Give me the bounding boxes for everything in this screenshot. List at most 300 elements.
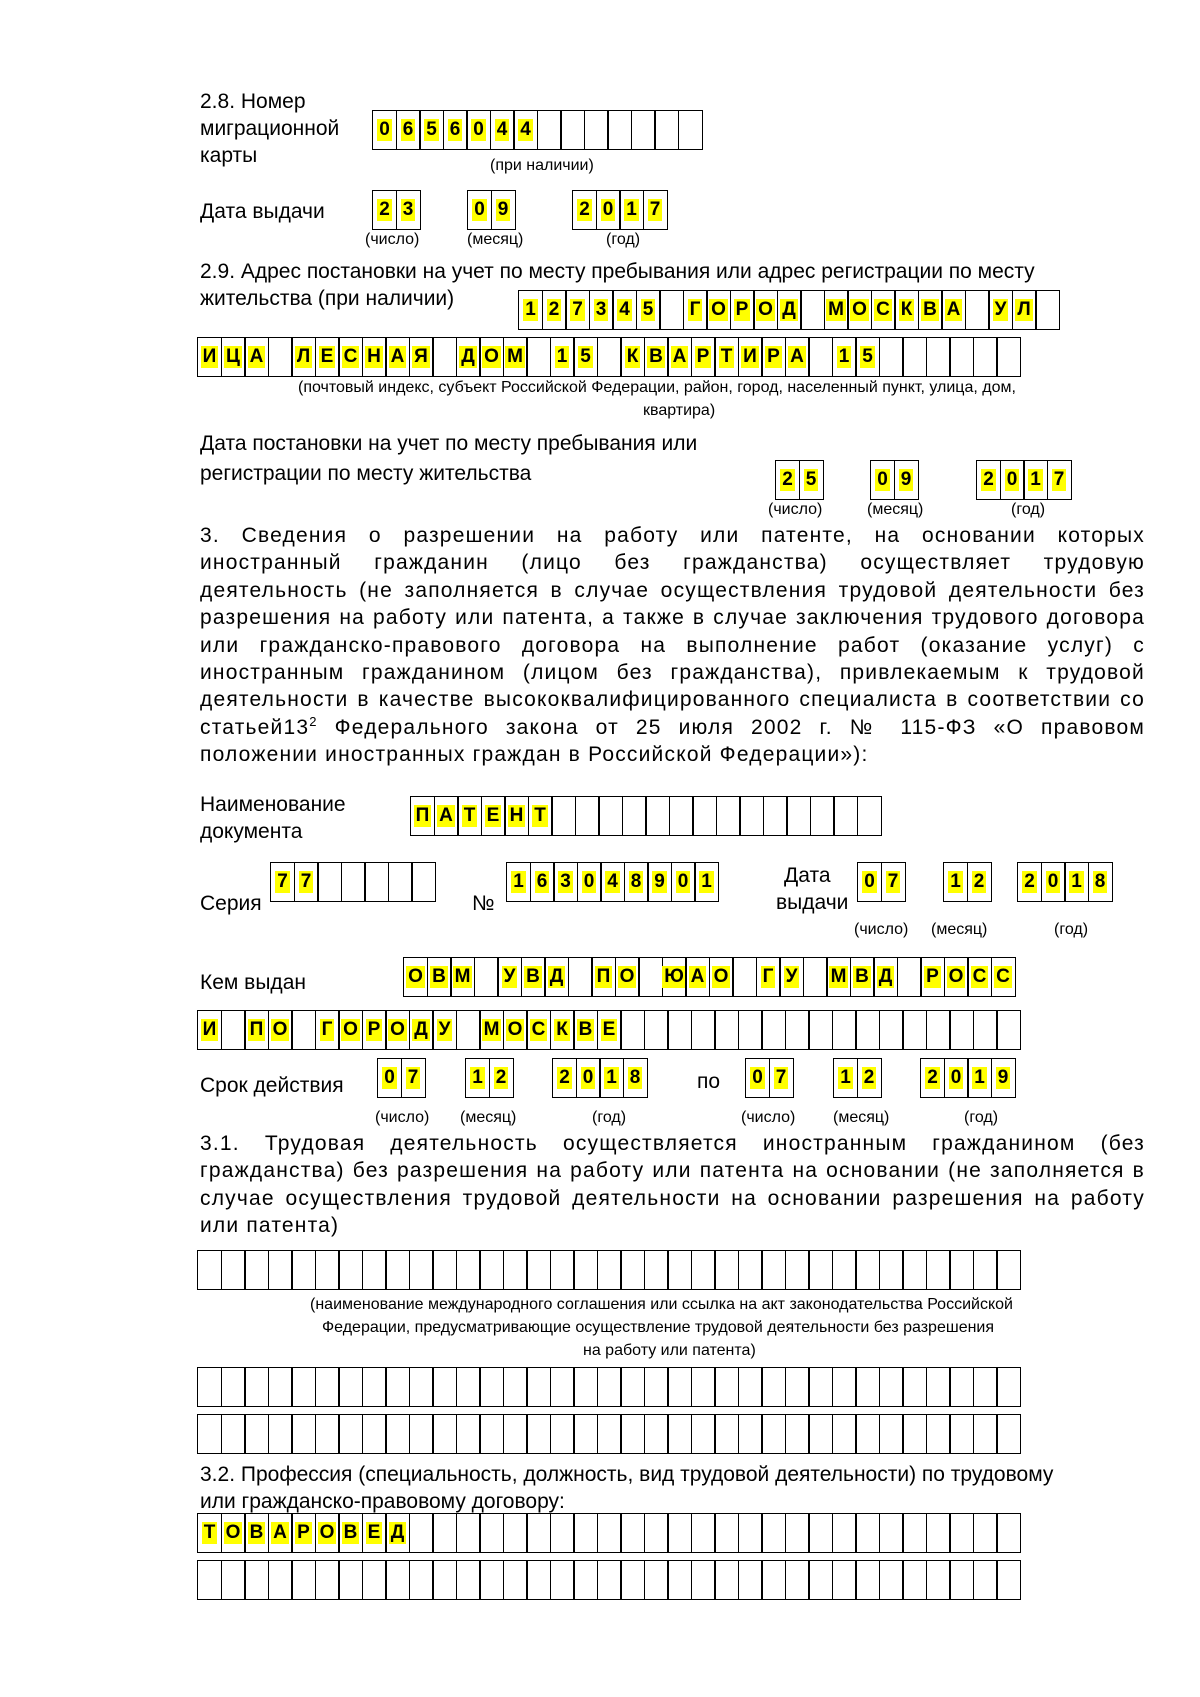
char-cell[interactable] bbox=[920, 957, 945, 997]
char-cell[interactable] bbox=[902, 1513, 927, 1553]
char-cell[interactable] bbox=[338, 1250, 363, 1290]
char-cell[interactable] bbox=[599, 1058, 624, 1098]
char-cell[interactable] bbox=[991, 1058, 1016, 1098]
char-cell[interactable] bbox=[855, 1367, 880, 1407]
char-cell[interactable] bbox=[591, 957, 616, 997]
char-cell[interactable] bbox=[577, 862, 602, 902]
migration-card-number-cells[interactable] bbox=[372, 110, 703, 150]
char-cell[interactable] bbox=[826, 957, 851, 997]
char-cell[interactable] bbox=[456, 337, 481, 377]
char-cell[interactable] bbox=[315, 1414, 340, 1454]
char-cell[interactable] bbox=[667, 1513, 692, 1553]
char-cell[interactable] bbox=[667, 1367, 692, 1407]
char-cell[interactable] bbox=[456, 1367, 481, 1407]
char-cell[interactable] bbox=[268, 1010, 293, 1050]
char-cell[interactable] bbox=[926, 1250, 951, 1290]
char-cell[interactable] bbox=[550, 1560, 575, 1600]
char-cell[interactable] bbox=[879, 1250, 904, 1290]
char-cell[interactable] bbox=[799, 460, 824, 500]
char-cell[interactable] bbox=[832, 1513, 857, 1553]
char-cell[interactable] bbox=[584, 110, 609, 150]
char-cell[interactable] bbox=[1017, 862, 1042, 902]
legal-basis-line3-cells[interactable] bbox=[197, 1414, 1021, 1454]
char-cell[interactable] bbox=[432, 337, 457, 377]
char-cell[interactable] bbox=[526, 1250, 551, 1290]
char-cell[interactable] bbox=[197, 1010, 222, 1050]
char-cell[interactable] bbox=[879, 1367, 904, 1407]
char-cell[interactable] bbox=[678, 110, 703, 150]
char-cell[interactable] bbox=[597, 337, 622, 377]
char-cell[interactable] bbox=[943, 862, 968, 902]
char-cell[interactable] bbox=[714, 1250, 739, 1290]
char-cell[interactable] bbox=[850, 957, 875, 997]
char-cell[interactable] bbox=[268, 1414, 293, 1454]
registration-day-cells[interactable] bbox=[775, 460, 824, 500]
char-cell[interactable] bbox=[926, 1513, 951, 1553]
char-cell[interactable] bbox=[894, 460, 919, 500]
char-cell[interactable] bbox=[489, 1058, 514, 1098]
char-cell[interactable] bbox=[362, 337, 387, 377]
char-cell[interactable] bbox=[714, 1414, 739, 1454]
char-cell[interactable] bbox=[481, 796, 506, 836]
char-cell[interactable] bbox=[691, 337, 716, 377]
char-cell[interactable] bbox=[683, 290, 708, 330]
char-cell[interactable] bbox=[659, 290, 684, 330]
char-cell[interactable] bbox=[317, 862, 342, 902]
char-cell[interactable] bbox=[991, 957, 1016, 997]
char-cell[interactable] bbox=[396, 110, 421, 150]
char-cell[interactable] bbox=[810, 796, 835, 836]
char-cell[interactable] bbox=[575, 796, 600, 836]
char-cell[interactable] bbox=[761, 337, 786, 377]
char-cell[interactable] bbox=[730, 290, 755, 330]
char-cell[interactable] bbox=[521, 957, 546, 997]
char-cell[interactable] bbox=[362, 1513, 387, 1553]
char-cell[interactable] bbox=[456, 1250, 481, 1290]
char-cell[interactable] bbox=[941, 290, 966, 330]
char-cell[interactable] bbox=[763, 796, 788, 836]
char-cell[interactable] bbox=[926, 1560, 951, 1600]
address-line2-cells[interactable] bbox=[197, 337, 1021, 377]
char-cell[interactable] bbox=[526, 1414, 551, 1454]
char-cell[interactable] bbox=[996, 1250, 1021, 1290]
char-cell[interactable] bbox=[738, 1414, 763, 1454]
char-cell[interactable] bbox=[550, 1250, 575, 1290]
char-cell[interactable] bbox=[857, 862, 882, 902]
char-cell[interactable] bbox=[457, 796, 482, 836]
char-cell[interactable] bbox=[385, 1560, 410, 1600]
valid-from-day-cells[interactable] bbox=[377, 1058, 426, 1098]
char-cell[interactable] bbox=[456, 1560, 481, 1600]
char-cell[interactable] bbox=[691, 1010, 716, 1050]
number-cells[interactable] bbox=[506, 862, 719, 902]
char-cell[interactable] bbox=[920, 1058, 945, 1098]
char-cell[interactable] bbox=[490, 110, 515, 150]
char-cell[interactable] bbox=[654, 110, 679, 150]
char-cell[interactable] bbox=[315, 337, 340, 377]
char-cell[interactable] bbox=[466, 110, 491, 150]
char-cell[interactable] bbox=[623, 1058, 648, 1098]
char-cell[interactable] bbox=[197, 1367, 222, 1407]
char-cell[interactable] bbox=[244, 1513, 269, 1553]
char-cell[interactable] bbox=[808, 1513, 833, 1553]
char-cell[interactable] bbox=[667, 1560, 692, 1600]
char-cell[interactable] bbox=[573, 1560, 598, 1600]
char-cell[interactable] bbox=[996, 1414, 1021, 1454]
legal-basis-line1-cells[interactable] bbox=[197, 1250, 1021, 1290]
char-cell[interactable] bbox=[667, 1414, 692, 1454]
char-cell[interactable] bbox=[714, 1513, 739, 1553]
char-cell[interactable] bbox=[573, 1513, 598, 1553]
char-cell[interactable] bbox=[881, 862, 906, 902]
char-cell[interactable] bbox=[597, 1414, 622, 1454]
char-cell[interactable] bbox=[526, 1513, 551, 1553]
char-cell[interactable] bbox=[636, 290, 661, 330]
char-cell[interactable] bbox=[573, 1250, 598, 1290]
char-cell[interactable] bbox=[1047, 460, 1072, 500]
char-cell[interactable] bbox=[808, 1414, 833, 1454]
char-cell[interactable] bbox=[550, 1414, 575, 1454]
char-cell[interactable] bbox=[362, 1560, 387, 1600]
char-cell[interactable] bbox=[526, 337, 551, 377]
char-cell[interactable] bbox=[879, 1414, 904, 1454]
char-cell[interactable] bbox=[315, 1367, 340, 1407]
char-cell[interactable] bbox=[855, 1560, 880, 1600]
char-cell[interactable] bbox=[291, 1414, 316, 1454]
char-cell[interactable] bbox=[879, 1010, 904, 1050]
char-cell[interactable] bbox=[902, 1010, 927, 1050]
char-cell[interactable] bbox=[552, 1058, 577, 1098]
char-cell[interactable] bbox=[268, 1560, 293, 1600]
registration-month-cells[interactable] bbox=[870, 460, 919, 500]
char-cell[interactable] bbox=[432, 1010, 457, 1050]
char-cell[interactable] bbox=[949, 1414, 974, 1454]
char-cell[interactable] bbox=[691, 1513, 716, 1553]
char-cell[interactable] bbox=[598, 796, 623, 836]
char-cell[interactable] bbox=[857, 796, 882, 836]
char-cell[interactable] bbox=[315, 1560, 340, 1600]
char-cell[interactable] bbox=[944, 1058, 969, 1098]
char-cell[interactable] bbox=[808, 1560, 833, 1600]
char-cell[interactable] bbox=[456, 1414, 481, 1454]
char-cell[interactable] bbox=[372, 110, 397, 150]
char-cell[interactable] bbox=[372, 190, 397, 230]
char-cell[interactable] bbox=[197, 1513, 222, 1553]
char-cell[interactable] bbox=[808, 1010, 833, 1050]
char-cell[interactable] bbox=[221, 337, 246, 377]
char-cell[interactable] bbox=[573, 337, 598, 377]
char-cell[interactable] bbox=[597, 1250, 622, 1290]
char-cell[interactable] bbox=[537, 110, 562, 150]
char-cell[interactable] bbox=[691, 1560, 716, 1600]
char-cell[interactable] bbox=[291, 1560, 316, 1600]
char-cell[interactable] bbox=[270, 862, 295, 902]
char-cell[interactable] bbox=[479, 1010, 504, 1050]
char-cell[interactable] bbox=[644, 1560, 669, 1600]
char-cell[interactable] bbox=[855, 1513, 880, 1553]
char-cell[interactable] bbox=[706, 290, 731, 330]
char-cell[interactable] bbox=[503, 1414, 528, 1454]
registration-year-cells[interactable] bbox=[976, 460, 1072, 500]
char-cell[interactable] bbox=[949, 1250, 974, 1290]
char-cell[interactable] bbox=[644, 337, 669, 377]
char-cell[interactable] bbox=[761, 1560, 786, 1600]
char-cell[interactable] bbox=[620, 1250, 645, 1290]
char-cell[interactable] bbox=[409, 1367, 434, 1407]
char-cell[interactable] bbox=[1023, 460, 1048, 500]
char-cell[interactable] bbox=[857, 1058, 882, 1098]
char-cell[interactable] bbox=[479, 1367, 504, 1407]
char-cell[interactable] bbox=[1035, 290, 1060, 330]
char-cell[interactable] bbox=[244, 1414, 269, 1454]
char-cell[interactable] bbox=[497, 957, 522, 997]
char-cell[interactable] bbox=[1000, 460, 1025, 500]
char-cell[interactable] bbox=[526, 1367, 551, 1407]
char-cell[interactable] bbox=[503, 1513, 528, 1553]
char-cell[interactable] bbox=[338, 1010, 363, 1050]
char-cell[interactable] bbox=[385, 1010, 410, 1050]
char-cell[interactable] bbox=[1064, 862, 1089, 902]
char-cell[interactable] bbox=[550, 1513, 575, 1553]
char-cell[interactable] bbox=[779, 957, 804, 997]
char-cell[interactable] bbox=[785, 1513, 810, 1553]
char-cell[interactable] bbox=[268, 1250, 293, 1290]
char-cell[interactable] bbox=[377, 1058, 402, 1098]
char-cell[interactable] bbox=[976, 460, 1001, 500]
char-cell[interactable] bbox=[894, 290, 919, 330]
char-cell[interactable] bbox=[589, 290, 614, 330]
char-cell[interactable] bbox=[568, 957, 593, 997]
char-cell[interactable] bbox=[443, 110, 468, 150]
char-cell[interactable] bbox=[918, 290, 943, 330]
char-cell[interactable] bbox=[756, 957, 781, 997]
char-cell[interactable] bbox=[691, 1414, 716, 1454]
char-cell[interactable] bbox=[761, 1414, 786, 1454]
char-cell[interactable] bbox=[597, 1560, 622, 1600]
char-cell[interactable] bbox=[291, 1513, 316, 1553]
char-cell[interactable] bbox=[647, 862, 672, 902]
char-cell[interactable] bbox=[926, 1367, 951, 1407]
char-cell[interactable] bbox=[714, 1367, 739, 1407]
char-cell[interactable] bbox=[622, 796, 647, 836]
char-cell[interactable] bbox=[291, 1010, 316, 1050]
migration-issue-day-cells[interactable] bbox=[372, 190, 421, 230]
char-cell[interactable] bbox=[551, 796, 576, 836]
patent-issue-year-cells[interactable] bbox=[1017, 862, 1113, 902]
char-cell[interactable] bbox=[785, 1414, 810, 1454]
char-cell[interactable] bbox=[619, 190, 644, 230]
char-cell[interactable] bbox=[291, 1250, 316, 1290]
char-cell[interactable] bbox=[506, 862, 531, 902]
valid-to-day-cells[interactable] bbox=[745, 1058, 794, 1098]
profession-line1-cells[interactable] bbox=[197, 1513, 1021, 1553]
char-cell[interactable] bbox=[786, 796, 811, 836]
char-cell[interactable] bbox=[409, 1010, 434, 1050]
valid-from-year-cells[interactable] bbox=[552, 1058, 648, 1098]
char-cell[interactable] bbox=[644, 1010, 669, 1050]
char-cell[interactable] bbox=[419, 110, 444, 150]
char-cell[interactable] bbox=[620, 1367, 645, 1407]
char-cell[interactable] bbox=[338, 337, 363, 377]
char-cell[interactable] bbox=[542, 290, 567, 330]
char-cell[interactable] bbox=[612, 290, 637, 330]
char-cell[interactable] bbox=[597, 1513, 622, 1553]
patent-issue-month-cells[interactable] bbox=[943, 862, 992, 902]
char-cell[interactable] bbox=[691, 1250, 716, 1290]
char-cell[interactable] bbox=[832, 337, 857, 377]
char-cell[interactable] bbox=[573, 1010, 598, 1050]
char-cell[interactable] bbox=[244, 1010, 269, 1050]
char-cell[interactable] bbox=[988, 290, 1013, 330]
char-cell[interactable] bbox=[432, 1367, 457, 1407]
char-cell[interactable] bbox=[870, 460, 895, 500]
char-cell[interactable] bbox=[362, 1010, 387, 1050]
char-cell[interactable] bbox=[560, 110, 585, 150]
char-cell[interactable] bbox=[855, 337, 880, 377]
char-cell[interactable] bbox=[873, 957, 898, 997]
char-cell[interactable] bbox=[855, 1010, 880, 1050]
char-cell[interactable] bbox=[518, 290, 543, 330]
address-line1-cells[interactable] bbox=[518, 290, 1060, 330]
char-cell[interactable] bbox=[338, 1414, 363, 1454]
char-cell[interactable] bbox=[902, 1560, 927, 1600]
char-cell[interactable] bbox=[244, 1367, 269, 1407]
char-cell[interactable] bbox=[926, 1010, 951, 1050]
char-cell[interactable] bbox=[739, 796, 764, 836]
char-cell[interactable] bbox=[550, 1367, 575, 1407]
char-cell[interactable] bbox=[244, 337, 269, 377]
char-cell[interactable] bbox=[645, 796, 670, 836]
char-cell[interactable] bbox=[315, 1010, 340, 1050]
char-cell[interactable] bbox=[761, 1250, 786, 1290]
legal-basis-line2-cells[interactable] bbox=[197, 1367, 1021, 1407]
char-cell[interactable] bbox=[996, 1367, 1021, 1407]
char-cell[interactable] bbox=[221, 1560, 246, 1600]
char-cell[interactable] bbox=[409, 337, 434, 377]
char-cell[interactable] bbox=[667, 1010, 692, 1050]
char-cell[interactable] bbox=[965, 290, 990, 330]
char-cell[interactable] bbox=[738, 1513, 763, 1553]
char-cell[interactable] bbox=[949, 1010, 974, 1050]
char-cell[interactable] bbox=[871, 290, 896, 330]
char-cell[interactable] bbox=[385, 1513, 410, 1553]
char-cell[interactable] bbox=[897, 957, 922, 997]
valid-to-year-cells[interactable] bbox=[920, 1058, 1016, 1098]
char-cell[interactable] bbox=[403, 957, 428, 997]
char-cell[interactable] bbox=[503, 337, 528, 377]
profession-line2-cells[interactable] bbox=[197, 1560, 1021, 1600]
char-cell[interactable] bbox=[973, 1560, 998, 1600]
char-cell[interactable] bbox=[197, 1250, 222, 1290]
char-cell[interactable] bbox=[528, 796, 553, 836]
char-cell[interactable] bbox=[738, 1010, 763, 1050]
char-cell[interactable] bbox=[709, 957, 734, 997]
char-cell[interactable] bbox=[341, 862, 366, 902]
char-cell[interactable] bbox=[644, 1250, 669, 1290]
char-cell[interactable] bbox=[832, 1414, 857, 1454]
char-cell[interactable] bbox=[902, 1250, 927, 1290]
char-cell[interactable] bbox=[550, 1010, 575, 1050]
char-cell[interactable] bbox=[479, 1250, 504, 1290]
char-cell[interactable] bbox=[1088, 862, 1113, 902]
char-cell[interactable] bbox=[716, 796, 741, 836]
char-cell[interactable] bbox=[597, 1367, 622, 1407]
char-cell[interactable] bbox=[362, 1414, 387, 1454]
char-cell[interactable] bbox=[996, 1513, 1021, 1553]
char-cell[interactable] bbox=[949, 1513, 974, 1553]
char-cell[interactable] bbox=[785, 1560, 810, 1600]
char-cell[interactable] bbox=[949, 337, 974, 377]
char-cell[interactable] bbox=[479, 1560, 504, 1600]
patent-issue-day-cells[interactable] bbox=[857, 862, 906, 902]
char-cell[interactable] bbox=[808, 1367, 833, 1407]
char-cell[interactable] bbox=[996, 1560, 1021, 1600]
char-cell[interactable] bbox=[409, 1250, 434, 1290]
char-cell[interactable] bbox=[738, 337, 763, 377]
char-cell[interactable] bbox=[624, 862, 649, 902]
char-cell[interactable] bbox=[550, 337, 575, 377]
char-cell[interactable] bbox=[338, 1367, 363, 1407]
char-cell[interactable] bbox=[364, 862, 389, 902]
series-cells[interactable] bbox=[270, 862, 460, 902]
char-cell[interactable] bbox=[694, 862, 719, 902]
char-cell[interactable] bbox=[565, 290, 590, 330]
char-cell[interactable] bbox=[833, 796, 858, 836]
char-cell[interactable] bbox=[832, 1250, 857, 1290]
char-cell[interactable] bbox=[644, 1414, 669, 1454]
char-cell[interactable] bbox=[607, 110, 632, 150]
char-cell[interactable] bbox=[396, 190, 421, 230]
char-cell[interactable] bbox=[573, 1414, 598, 1454]
char-cell[interactable] bbox=[221, 1367, 246, 1407]
char-cell[interactable] bbox=[1012, 290, 1037, 330]
char-cell[interactable] bbox=[385, 1250, 410, 1290]
char-cell[interactable] bbox=[785, 1250, 810, 1290]
char-cell[interactable] bbox=[450, 957, 475, 997]
char-cell[interactable] bbox=[738, 1250, 763, 1290]
char-cell[interactable] bbox=[926, 337, 951, 377]
char-cell[interactable] bbox=[338, 1560, 363, 1600]
char-cell[interactable] bbox=[197, 1414, 222, 1454]
char-cell[interactable] bbox=[315, 1513, 340, 1553]
char-cell[interactable] bbox=[967, 957, 992, 997]
char-cell[interactable] bbox=[427, 957, 452, 997]
char-cell[interactable] bbox=[833, 1058, 858, 1098]
char-cell[interactable] bbox=[467, 190, 492, 230]
char-cell[interactable] bbox=[685, 957, 710, 997]
char-cell[interactable] bbox=[409, 1513, 434, 1553]
char-cell[interactable] bbox=[221, 1513, 246, 1553]
char-cell[interactable] bbox=[631, 110, 656, 150]
char-cell[interactable] bbox=[479, 1513, 504, 1553]
char-cell[interactable] bbox=[503, 1250, 528, 1290]
char-cell[interactable] bbox=[761, 1010, 786, 1050]
char-cell[interactable] bbox=[432, 1560, 457, 1600]
char-cell[interactable] bbox=[967, 862, 992, 902]
char-cell[interactable] bbox=[879, 1513, 904, 1553]
char-cell[interactable] bbox=[221, 1010, 246, 1050]
char-cell[interactable] bbox=[761, 1367, 786, 1407]
char-cell[interactable] bbox=[855, 1250, 880, 1290]
issued-by-line2-cells[interactable] bbox=[197, 1010, 1021, 1050]
char-cell[interactable] bbox=[268, 337, 293, 377]
document-name-cells[interactable] bbox=[410, 796, 882, 836]
char-cell[interactable] bbox=[808, 1250, 833, 1290]
char-cell[interactable] bbox=[620, 1010, 645, 1050]
char-cell[interactable] bbox=[847, 290, 872, 330]
char-cell[interactable] bbox=[432, 1414, 457, 1454]
char-cell[interactable] bbox=[597, 1010, 622, 1050]
